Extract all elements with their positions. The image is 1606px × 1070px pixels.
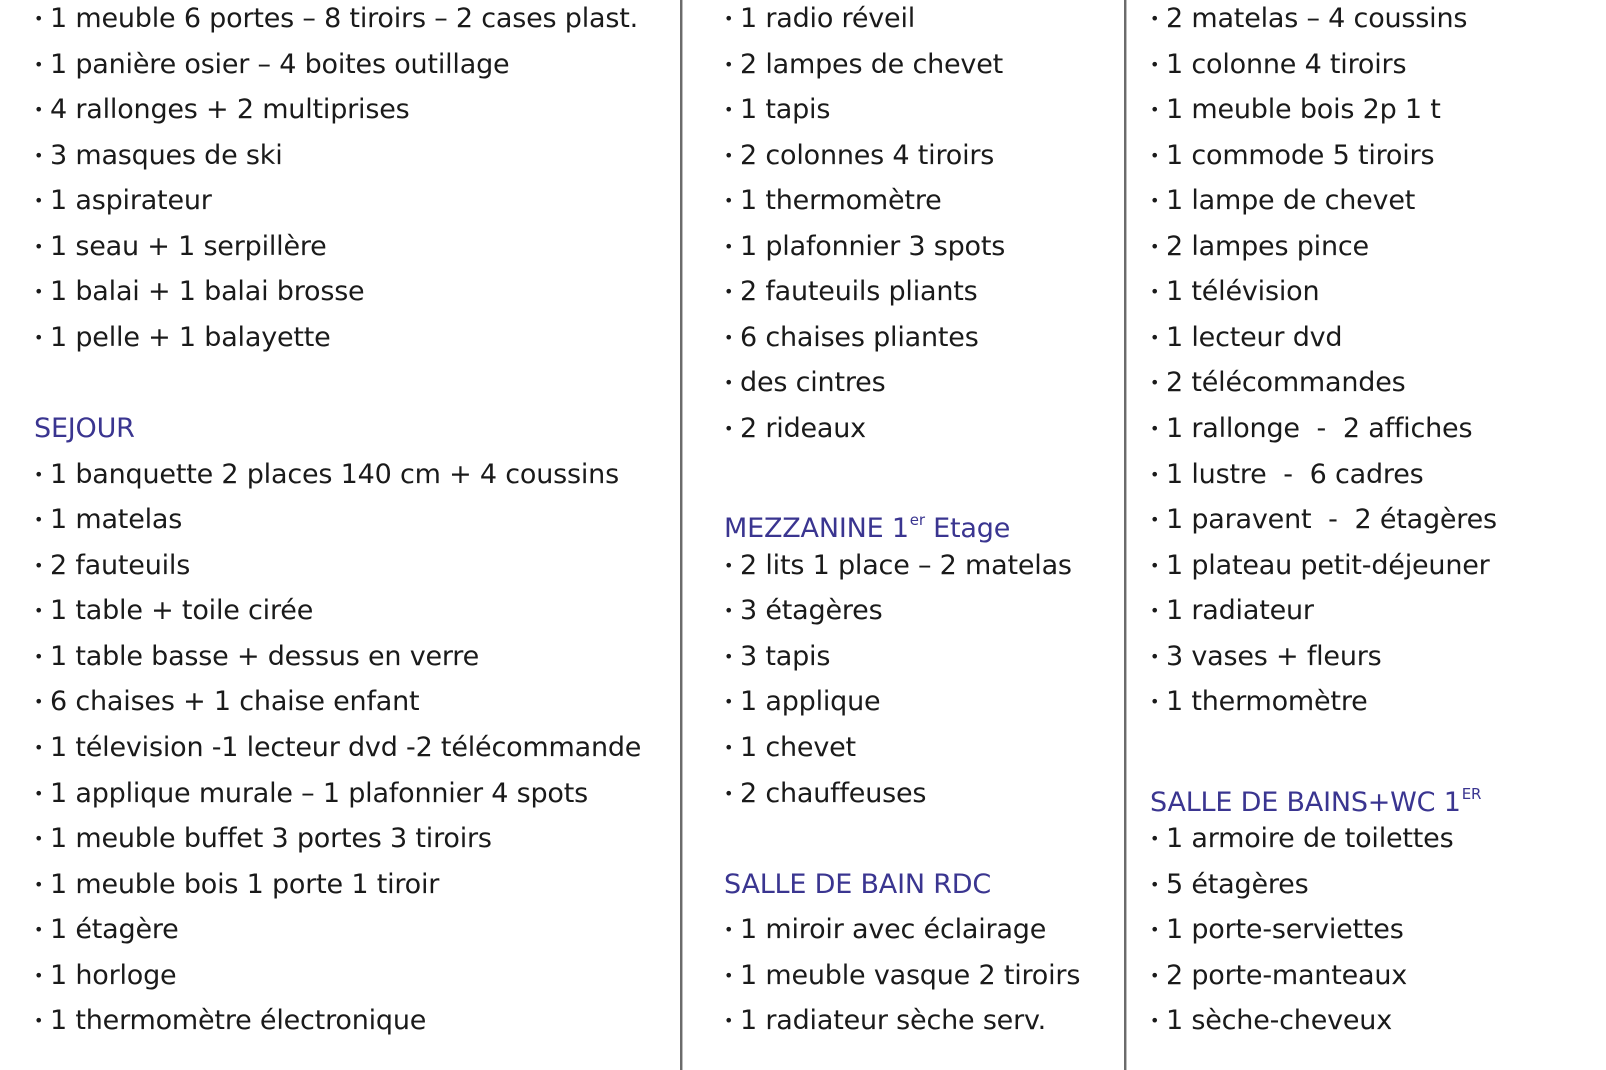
list-item: • 1 paravent - 2 étagères bbox=[1150, 501, 1497, 547]
bullet-icon: • bbox=[1150, 601, 1160, 620]
bullet-icon: • bbox=[1150, 55, 1160, 74]
bullet-icon: • bbox=[724, 601, 734, 620]
bullet-icon: • bbox=[724, 191, 734, 210]
list-item: • 1 lecteur dvd bbox=[1150, 319, 1342, 365]
column-divider bbox=[1124, 0, 1126, 1070]
list-item: • 1 télevision -1 lecteur dvd -2 télécommande bbox=[34, 729, 641, 775]
list-item: • 2 matelas – 4 coussins bbox=[1150, 0, 1467, 46]
list-item: • 1 pelle + 1 balayette bbox=[34, 319, 331, 365]
bullet-icon: • bbox=[34, 1011, 44, 1030]
bullet-icon: • bbox=[34, 556, 44, 575]
list-item: • 1 sèche-cheveux bbox=[1150, 1002, 1392, 1048]
list-item: • 3 tapis bbox=[724, 638, 830, 684]
bullet-icon: • bbox=[34, 829, 44, 848]
bullet-icon: • bbox=[34, 237, 44, 256]
list-item: • 1 colonne 4 tiroirs bbox=[1150, 46, 1406, 92]
list-item: • 4 rallonges + 2 multiprises bbox=[34, 91, 410, 137]
bullet-icon: • bbox=[724, 282, 734, 301]
bullet-icon: • bbox=[34, 784, 44, 803]
bullet-icon: • bbox=[1150, 282, 1160, 301]
bullet-icon: • bbox=[1150, 1011, 1160, 1030]
list-item: • 2 fauteuils bbox=[34, 547, 190, 593]
list-item: • 2 lampes de chevet bbox=[724, 46, 1003, 92]
list-item: • 2 fauteuils pliants bbox=[724, 273, 978, 319]
list-item: • 1 table basse + dessus en verre bbox=[34, 638, 479, 684]
list-item: • 1 thermomètre électronique bbox=[34, 1002, 426, 1048]
list-item: • des cintres bbox=[724, 364, 885, 410]
list-item: • 2 lits 1 place – 2 matelas bbox=[724, 547, 1072, 593]
bullet-icon: • bbox=[1150, 373, 1160, 392]
bullet-icon: • bbox=[724, 419, 734, 438]
bullet-icon: • bbox=[34, 9, 44, 28]
bullet-icon: • bbox=[724, 692, 734, 711]
list-item: • 2 rideaux bbox=[724, 410, 866, 456]
list-item: • 1 lustre - 6 cadres bbox=[1150, 456, 1424, 502]
bullet-icon: • bbox=[34, 55, 44, 74]
bullet-icon: • bbox=[1150, 465, 1160, 484]
bullet-icon: • bbox=[724, 328, 734, 347]
list-item: • 1 miroir avec éclairage bbox=[724, 911, 1046, 957]
list-item: • 1 lampe de chevet bbox=[1150, 182, 1415, 228]
bullet-icon: • bbox=[1150, 419, 1160, 438]
list-item: • 1 applique murale – 1 plafonnier 4 spots bbox=[34, 775, 588, 821]
section-title-salle-de-bains-wc: SALLE DE BAINS+WC 1ER bbox=[1150, 785, 1482, 818]
list-item: • 1 matelas bbox=[34, 501, 182, 547]
bullet-icon: • bbox=[724, 1011, 734, 1030]
list-item: • 1 table + toile cirée bbox=[34, 592, 313, 638]
inventory-column-1 bbox=[34, 0, 674, 1070]
list-item: • 1 radiateur bbox=[1150, 592, 1314, 638]
list-item: • 3 étagères bbox=[724, 592, 882, 638]
list-item: • 1 rallonge - 2 affiches bbox=[1150, 410, 1472, 456]
list-item: • 2 télécommandes bbox=[1150, 364, 1406, 410]
bullet-icon: • bbox=[1150, 191, 1160, 210]
bullet-icon: • bbox=[34, 146, 44, 165]
bullet-icon: • bbox=[1150, 692, 1160, 711]
list-item: • 1 radio réveil bbox=[724, 0, 915, 46]
bullet-icon: • bbox=[1150, 100, 1160, 119]
list-item: • 2 chauffeuses bbox=[724, 775, 926, 821]
list-item: • 1 aspirateur bbox=[34, 182, 212, 228]
bullet-icon: • bbox=[34, 601, 44, 620]
bullet-icon: • bbox=[34, 191, 44, 210]
bullet-icon: • bbox=[34, 692, 44, 711]
inventory-column-3 bbox=[1150, 0, 1600, 1070]
bullet-icon: • bbox=[724, 920, 734, 939]
list-item: • 1 meuble bois 1 porte 1 tiroir bbox=[34, 866, 439, 912]
inventory-column-2 bbox=[724, 0, 1124, 1070]
bullet-icon: • bbox=[34, 738, 44, 757]
bullet-icon: • bbox=[34, 282, 44, 301]
list-item: • 1 porte-serviettes bbox=[1150, 911, 1404, 957]
bullet-icon: • bbox=[34, 966, 44, 985]
list-item: • 1 meuble vasque 2 tiroirs bbox=[724, 957, 1080, 1003]
bullet-icon: • bbox=[34, 100, 44, 119]
list-item: • 1 thermomètre bbox=[724, 182, 942, 228]
bullet-icon: • bbox=[34, 510, 44, 529]
bullet-icon: • bbox=[1150, 237, 1160, 256]
bullet-icon: • bbox=[34, 875, 44, 894]
list-item: • 1 applique bbox=[724, 683, 880, 729]
bullet-icon: • bbox=[724, 146, 734, 165]
bullet-icon: • bbox=[34, 465, 44, 484]
list-item: • 1 commode 5 tiroirs bbox=[1150, 137, 1434, 183]
list-item: • 1 meuble buffet 3 portes 3 tiroirs bbox=[34, 820, 492, 866]
list-item: • 1 meuble bois 2p 1 t bbox=[1150, 91, 1441, 137]
section-title-salle-de-bain-rdc: SALLE DE BAIN RDC bbox=[724, 869, 992, 900]
bullet-icon: • bbox=[724, 784, 734, 803]
bullet-icon: • bbox=[1150, 510, 1160, 529]
list-item: • 2 lampes pince bbox=[1150, 228, 1369, 274]
bullet-icon: • bbox=[724, 100, 734, 119]
bullet-icon: • bbox=[1150, 920, 1160, 939]
bullet-icon: • bbox=[724, 556, 734, 575]
list-item: • 1 télévision bbox=[1150, 273, 1319, 319]
list-item: • 1 plateau petit-déjeuner bbox=[1150, 547, 1490, 593]
bullet-icon: • bbox=[724, 966, 734, 985]
bullet-icon: • bbox=[724, 237, 734, 256]
bullet-icon: • bbox=[1150, 829, 1160, 848]
bullet-icon: • bbox=[1150, 9, 1160, 28]
bullet-icon: • bbox=[1150, 875, 1160, 894]
bullet-icon: • bbox=[724, 373, 734, 392]
bullet-icon: • bbox=[1150, 328, 1160, 347]
bullet-icon: • bbox=[34, 328, 44, 347]
list-item: • 1 banquette 2 places 140 cm + 4 coussins bbox=[34, 456, 619, 502]
bullet-icon: • bbox=[1150, 966, 1160, 985]
bullet-icon: • bbox=[1150, 556, 1160, 575]
list-item: • 1 armoire de toilettes bbox=[1150, 820, 1453, 866]
list-item: • 6 chaises pliantes bbox=[724, 319, 979, 365]
bullet-icon: • bbox=[1150, 146, 1160, 165]
list-item: • 1 tapis bbox=[724, 91, 830, 137]
bullet-icon: • bbox=[1150, 647, 1160, 666]
bullet-icon: • bbox=[724, 647, 734, 666]
list-item: • 1 radiateur sèche serv. bbox=[724, 1002, 1046, 1048]
list-item: • 1 seau + 1 serpillère bbox=[34, 228, 327, 274]
section-title-mezzanine: MEZZANINE 1er Etage bbox=[724, 511, 1011, 544]
list-item: • 2 colonnes 4 tiroirs bbox=[724, 137, 994, 183]
list-item: • 1 panière osier – 4 boites outillage bbox=[34, 46, 509, 92]
bullet-icon: • bbox=[34, 920, 44, 939]
bullet-icon: • bbox=[724, 738, 734, 757]
column-divider bbox=[680, 0, 682, 1070]
list-item: • 1 meuble 6 portes – 8 tiroirs – 2 cases plast. bbox=[34, 0, 638, 46]
list-item: • 1 balai + 1 balai brosse bbox=[34, 273, 364, 319]
bullet-icon: • bbox=[724, 9, 734, 28]
list-item: • 1 étagère bbox=[34, 911, 179, 957]
list-item: • 1 chevet bbox=[724, 729, 856, 775]
bullet-icon: • bbox=[724, 55, 734, 74]
list-item: • 3 vases + fleurs bbox=[1150, 638, 1382, 684]
list-item: • 1 plafonnier 3 spots bbox=[724, 228, 1005, 274]
list-item: • 5 étagères bbox=[1150, 866, 1308, 912]
list-item: • 1 thermomètre bbox=[1150, 683, 1368, 729]
section-title-sejour: SEJOUR bbox=[34, 413, 135, 444]
bullet-icon: • bbox=[34, 647, 44, 666]
list-item: • 1 horloge bbox=[34, 957, 176, 1003]
list-item: • 3 masques de ski bbox=[34, 137, 283, 183]
list-item: • 2 porte-manteaux bbox=[1150, 957, 1407, 1003]
list-item: • 6 chaises + 1 chaise enfant bbox=[34, 683, 419, 729]
